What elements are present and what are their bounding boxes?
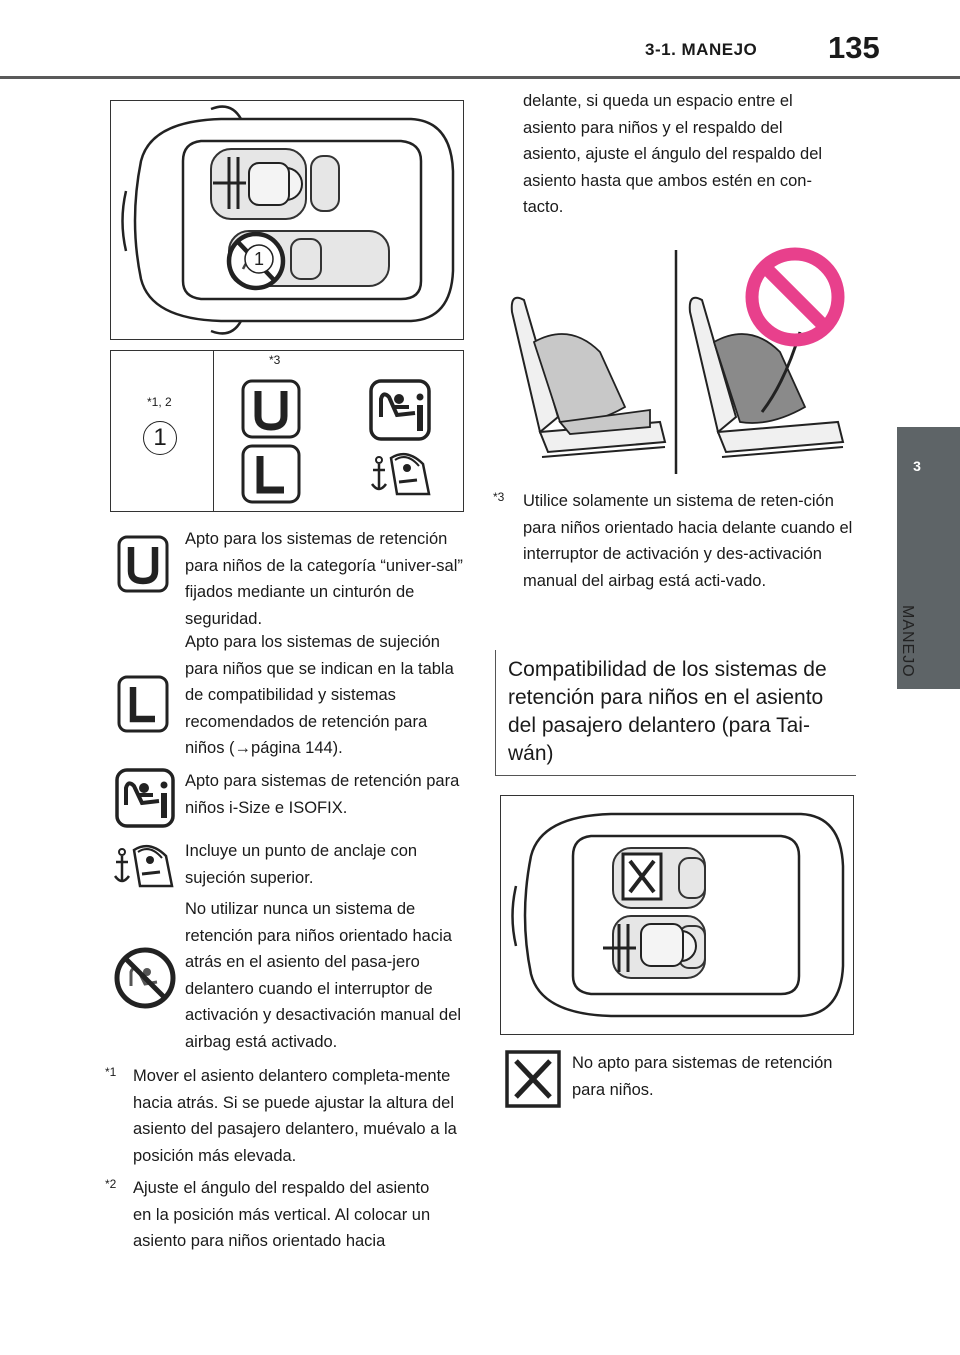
legend-u-icon bbox=[117, 535, 169, 593]
table-divider bbox=[213, 351, 214, 511]
legend-top-tether-text: Incluye un punto de anclaje con sujeción superior. bbox=[185, 842, 418, 887]
compatibility-table bbox=[110, 350, 464, 512]
section-heading: Compatibilidad de los sistemas de retención para niños en el asiento del pasajero delantero (para Tai-wán) bbox=[508, 658, 827, 765]
not-suitable-x-icon bbox=[505, 1050, 561, 1108]
legend-no-rear-facing-text: No utilizar nunca un sistema de retención para niños orientado hacia atrás en el asiento del pasa-jero delantero cuando el interruptor de activación y desactivación manual del airbag está activado. bbox=[185, 900, 462, 1051]
l-icon bbox=[241, 444, 301, 504]
legend-l-text: Apto para los sistemas de sujeción para niños que se indican en la tabla de compatibilidad y sistemas recomendados de retención para niños (→página 144). bbox=[185, 633, 454, 757]
table-left-notes: *1, 2 bbox=[147, 395, 172, 409]
isofix-icon bbox=[369, 379, 431, 441]
footnote-3: *3 Utilice solamente un sistema de reten-ción para niños orientado hacia delante cuando el interruptor de activación y des-activación manual del airbag está acti-vado. bbox=[493, 490, 853, 590]
chapter-label bbox=[916, 605, 926, 623]
header-rule bbox=[0, 76, 960, 79]
chapter-number: 3 bbox=[913, 458, 921, 474]
table-position-circle: 1 bbox=[143, 421, 177, 455]
section-title: 3-1. MANEJO bbox=[645, 40, 758, 59]
top-tether-icon bbox=[369, 446, 435, 502]
table-right-note: *3 bbox=[269, 353, 281, 367]
legend-u-text: Apto para los sistemas de retención para niños de la categoría “univer-sal” fijados mediante un cinturón de seguridad. bbox=[185, 530, 463, 628]
car-diagram-seat-position bbox=[110, 100, 464, 340]
legend-top-tether-icon bbox=[112, 838, 178, 894]
legend-l-icon bbox=[117, 675, 169, 733]
footnote-1: *1 Mover el asiento delantero completa-mente hacia atrás. Si se puede ajustar la altura del asiento del pasajero delantero, muévalo a la posición más elevada. bbox=[105, 1065, 457, 1165]
legend-isofix-icon bbox=[115, 768, 175, 828]
u-icon bbox=[241, 379, 301, 439]
page-number: 135 bbox=[828, 30, 880, 65]
position-marker: 1 bbox=[254, 249, 265, 269]
legend-no-rear-facing-icon bbox=[113, 946, 177, 1010]
seat-angle-illustration bbox=[500, 242, 852, 477]
legend-isofix-text: Apto para sistemas de retención para niños i-Size e ISOFIX. bbox=[185, 772, 460, 817]
not-suitable-text: No apto para sistemas de retención para niños. bbox=[572, 1054, 833, 1099]
car-diagram-taiwan bbox=[500, 795, 854, 1035]
footnote-2: *2 Ajuste el ángulo del respaldo del asiento en la posición más vertical. Al colocar un asiento para niños orientado hacia bbox=[105, 1177, 431, 1250]
footnote-2-continuation: delante, si queda un espacio entre el asiento para niños y el respaldo del asiento, ajuste el ángulo del respaldo del asiento hasta que ambos estén en con- tacto. bbox=[523, 92, 823, 216]
